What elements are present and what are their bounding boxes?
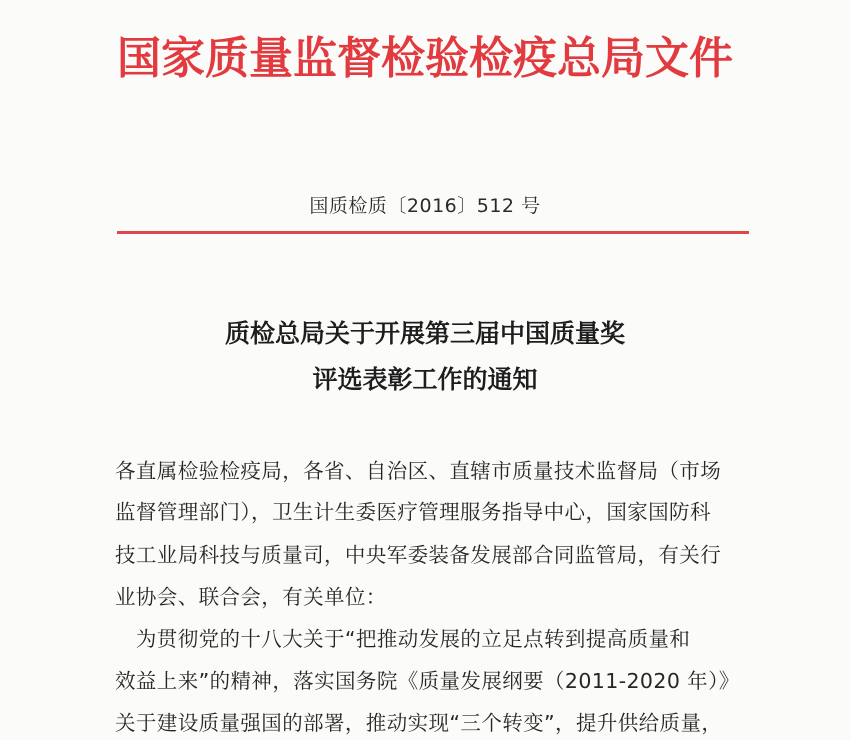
issuing-authority-header: 国家质量监督检验检疫总局文件 [117,33,733,84]
body-line-5: 为贯彻党的十八大关于“把推动发展的立足点转到提高质量和 [115,627,691,651]
body-line-6: 效益上来”的精神，落实国务院《质量发展纲要（2011-2020 年）》 [115,669,740,693]
notice-title-line-1: 质检总局关于开展第三届中国质量奖 [224,319,625,348]
body-line-2: 监督管理部门），卫生计生委医疗管理服务指导中心，国家国防科 [115,500,711,524]
body-line-7: 关于建设质量强国的部署，推动实现“三个转变”，提升供给质量， [115,711,723,735]
body-line-3: 技工业局科技与质量司，中央军委装备发展部合同监管局，有关行 [115,543,722,567]
red-divider-line [117,231,749,234]
document-number: 国质检质〔2016〕512 号 [309,195,541,217]
notice-title-line-2: 评选表彰工作的通知 [312,365,538,394]
body-line-1: 各直属检验检疫局，各省、自治区、直辖市质量技术监督局（市场 [115,459,722,483]
body-line-4: 业协会、联合会，有关单位： [115,585,387,609]
